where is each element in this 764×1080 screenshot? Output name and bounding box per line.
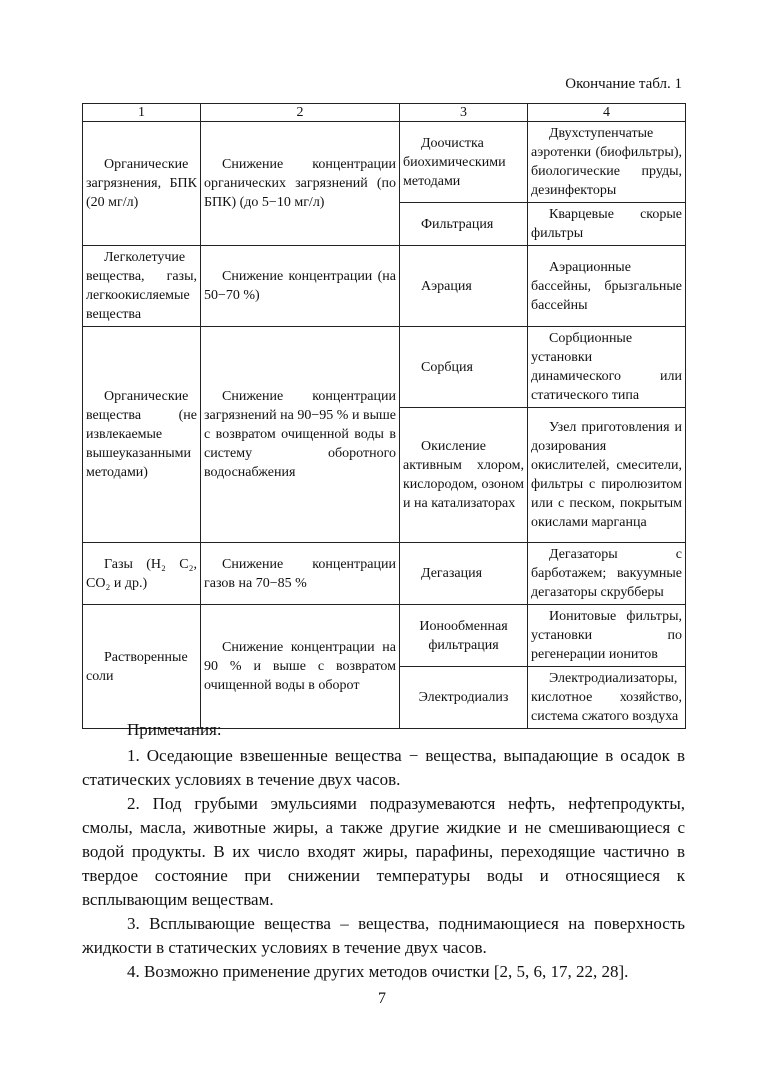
method-cell: Фильтрация [400, 203, 528, 246]
table-row [83, 246, 686, 327]
equipment-cell: Кварцевые скорые фильтры [528, 203, 686, 246]
column-header: 2 [201, 104, 400, 122]
method-cell: Ионообменная фильтрация [400, 605, 528, 667]
notes-title: Примечания: [127, 720, 222, 739]
table-caption: Окончание табл. 1 [565, 76, 682, 92]
pollutant-cell: Растворенные соли [83, 605, 201, 729]
table-header-row [83, 104, 686, 122]
method-cell: Окисление активным хлором, кислородом, озоном и на катализаторах [400, 408, 528, 543]
equipment-cell: Аэрационные бассейны, брызгальные бассейны [528, 246, 686, 327]
goal-cell: Снижение концентрации на 90 % и выше с возвратом очищенной воды в оборот [201, 605, 400, 729]
column-header: 3 [400, 104, 528, 122]
note-item: 2. Под грубыми эмульсиями подразумеваются нефть, нефтепродукты, смолы, масла, животные жиры, а также другие жидкие и не смешивающиеся с водой продукты. В их число входят жиры, парафины, переходящие частично в твердое состояние при снижении температуры воды и относящиеся к всплывающим веществам. [82, 794, 685, 909]
method-cell: Аэрация [400, 246, 528, 327]
column-header: 4 [528, 104, 686, 122]
note-item: 4. Возможно применение других методов очистки [2, 5, 6, 17, 22, 28]. [127, 962, 629, 981]
goal-cell: Снижение концентрации (на 50−70 %) [201, 246, 400, 327]
note-item: 1. Оседающие взвешенные вещества − вещества, выпадающие в осадок в статических условиях в течение двух часов. [82, 746, 685, 789]
method-cell: Сорбция [400, 327, 528, 408]
table-row [83, 122, 686, 203]
column-header: 1 [83, 104, 201, 122]
equipment-cell: Сорбционные установки динамического или статического типа [528, 327, 686, 408]
equipment-cell: Ионитовые фильтры, установки по регенерации ионитов [528, 605, 686, 667]
goal-cell: Снижение концентрации органических загрязнений (по БПК) (до 5−10 мг/л) [201, 122, 400, 246]
pollutant-cell: Органические вещества (не извлекаемые вышеуказанными методами) [83, 327, 201, 543]
method-cell: Электродиализ [400, 667, 528, 729]
table-row [83, 605, 686, 667]
method-cell: Доочистка биохимическими методами [400, 122, 528, 203]
equipment-cell: Узел приготовления и дозирования окислителей, смесители, фильтры с пиролюзитом или с песком, покрытым окислами марганца [528, 408, 686, 543]
page-number: 7 [378, 990, 386, 1007]
pollutant-cell: Газы (H₂ C₂, CO₂ и др.) [83, 543, 201, 605]
equipment-cell: Дегазаторы с барботажем; вакуумные дегазаторы скрубберы [528, 543, 686, 605]
goal-cell: Снижение концентрации газов на 70−85 % [201, 543, 400, 605]
table-row [83, 543, 686, 605]
pollutant-cell: Органические загрязнения, БПК (20 мг/л) [83, 122, 201, 246]
method-cell: Дегазация [400, 543, 528, 605]
equipment-cell: Двухступенчатые аэротенки (биофильтры), биологические пруды, дезинфекторы [528, 122, 686, 203]
treatment-methods-table [82, 103, 686, 729]
goal-cell: Снижение концентрации загрязнений на 90−95 % и выше с возвратом очищенной воды в систему оборотного водоснабжения [201, 327, 400, 543]
notes-section [82, 718, 685, 984]
equipment-cell: Электродиализаторы, кислотное хозяйство, система сжатого воздуха [528, 667, 686, 729]
note-item: 3. Всплывающие вещества – вещества, поднимающиеся на поверхность жидкости в статических условиях в течение двух часов. [82, 914, 685, 957]
table-row [83, 327, 686, 408]
pollutant-cell: Легколетучие вещества, газы, легкоокисляемые вещества [83, 246, 201, 327]
